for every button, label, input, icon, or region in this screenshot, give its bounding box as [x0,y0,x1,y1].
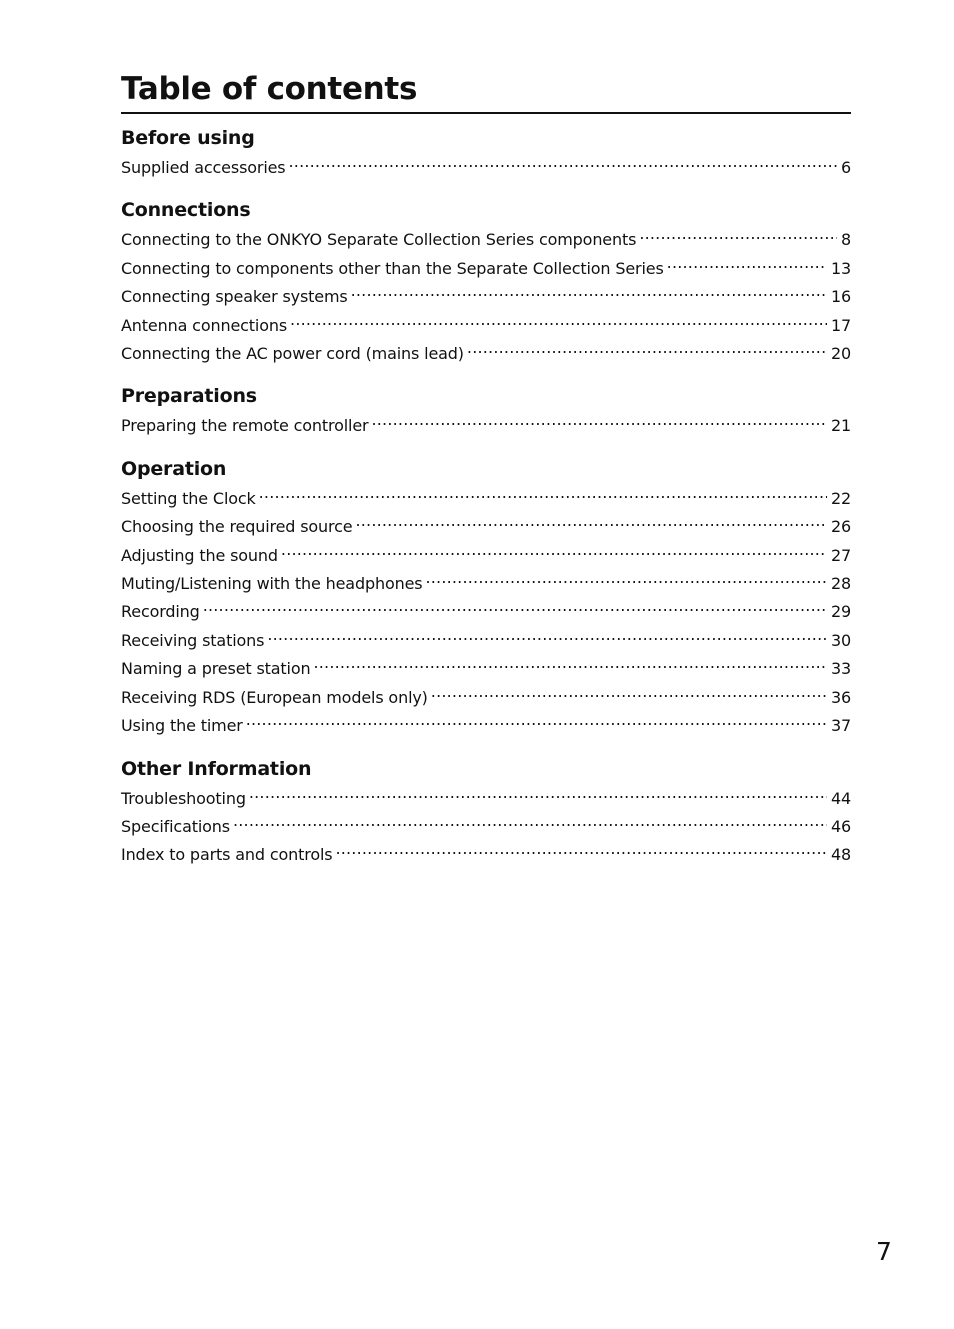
toc-entry[interactable] [121,280,851,308]
toc-entry-page: 48 [830,845,851,865]
toc-entry[interactable] [121,151,851,179]
toc-entry-label: Receiving stations [121,630,265,650]
toc-entry[interactable] [121,539,851,567]
dot-leader [335,838,826,860]
toc-entry-page: 44 [830,788,851,808]
toc-entry-label: Connecting to the ONKYO Separate Collection Series components [121,230,637,250]
toc-entry-label: Connecting speaker systems [121,287,348,307]
dot-leader [203,595,827,617]
toc-section [121,757,851,867]
toc-entry[interactable] [121,838,851,866]
toc-entry[interactable] [121,409,851,437]
toc-entry-page: 46 [830,816,851,836]
dot-leader [431,681,827,703]
toc-entry-label: Index to parts and controls [121,845,333,865]
toc-entry[interactable] [121,337,851,365]
toc-entry-label: Connecting to components other than the Separate Collection Series [121,258,664,278]
toc-entry-label: Specifications [121,816,230,836]
section-heading: Operation [121,457,227,480]
toc-entry[interactable] [121,709,851,737]
dot-leader [371,409,826,431]
toc-entry[interactable] [121,482,851,510]
dot-leader [639,223,837,245]
section-heading: Connections [121,199,251,222]
dot-leader [355,510,826,532]
toc-entry[interactable] [121,252,851,280]
toc-entry-label: Recording [121,602,200,622]
toc-entry-page: 6 [840,158,851,177]
dot-leader [467,337,827,359]
section-heading: Before using [121,127,255,149]
toc-entry[interactable] [121,223,851,251]
dot-leader [289,151,837,173]
toc-entry[interactable] [121,595,851,623]
dot-leader [259,482,827,504]
dot-leader [290,309,827,331]
toc-entry[interactable] [121,652,851,680]
toc-entry-page: 33 [830,659,851,679]
toc-entry-page: 29 [830,602,851,622]
dot-leader [281,539,827,561]
toc-page [121,70,851,886]
toc-entry[interactable] [121,624,851,652]
toc-entry-page: 27 [830,545,851,565]
dot-leader [425,567,826,589]
toc-section [121,198,851,365]
toc-entry-label: Using the timer [121,716,243,736]
toc-entry[interactable] [121,810,851,838]
dot-leader [267,624,827,646]
toc-entry-page: 8 [840,230,851,250]
toc-entry[interactable] [121,681,851,709]
toc-entry-label: Antenna connections [121,315,288,335]
toc-entry-label: Adjusting the sound [121,545,278,565]
toc-entry-page: 17 [830,315,851,335]
dot-leader [313,652,826,674]
toc-entry-label: Connecting the AC power cord (mains lead) [121,344,464,364]
toc-entry-page: 22 [830,488,851,508]
dot-leader [351,280,827,302]
toc-entry-page: 21 [830,416,851,436]
page-title: Table of contents [121,71,418,107]
toc-entry-label: Setting the Clock [121,488,256,508]
toc-entry-label: Receiving RDS (European models only) [121,687,428,707]
toc-section [121,457,851,738]
toc-entry[interactable] [121,782,851,810]
dot-leader [233,810,827,832]
title-divider [121,112,851,114]
toc-entry-label: Naming a preset station [121,659,311,679]
dot-leader [249,782,827,804]
toc-entry-label: Choosing the required source [121,517,353,537]
toc-entry-page: 28 [830,574,851,594]
toc-section [121,384,851,437]
section-heading: Preparations [121,385,257,408]
toc-entry-page: 30 [830,630,851,650]
toc-entry[interactable] [121,510,851,538]
toc-entry-page: 26 [830,517,851,537]
toc-entry-page: 16 [830,287,851,307]
toc-entry-label: Preparing the remote controller [121,416,369,436]
dot-leader [667,252,827,274]
toc-entry[interactable] [121,567,851,595]
toc-entry[interactable] [121,309,851,337]
toc-entry-label: Troubleshooting [121,788,246,808]
toc-entry-page: 20 [830,344,851,364]
toc-sections [121,126,851,867]
toc-section [121,126,851,179]
toc-entry-label: Muting/Listening with the headphones [121,574,423,594]
section-heading: Other Information [121,757,312,780]
dot-leader [246,709,827,731]
toc-entry-page: 13 [830,258,851,278]
toc-entry-page: 36 [830,687,851,707]
toc-entry-label: Supplied accessories [121,158,286,177]
page-number: 7 [876,1237,892,1266]
toc-entry-page: 37 [830,716,851,736]
